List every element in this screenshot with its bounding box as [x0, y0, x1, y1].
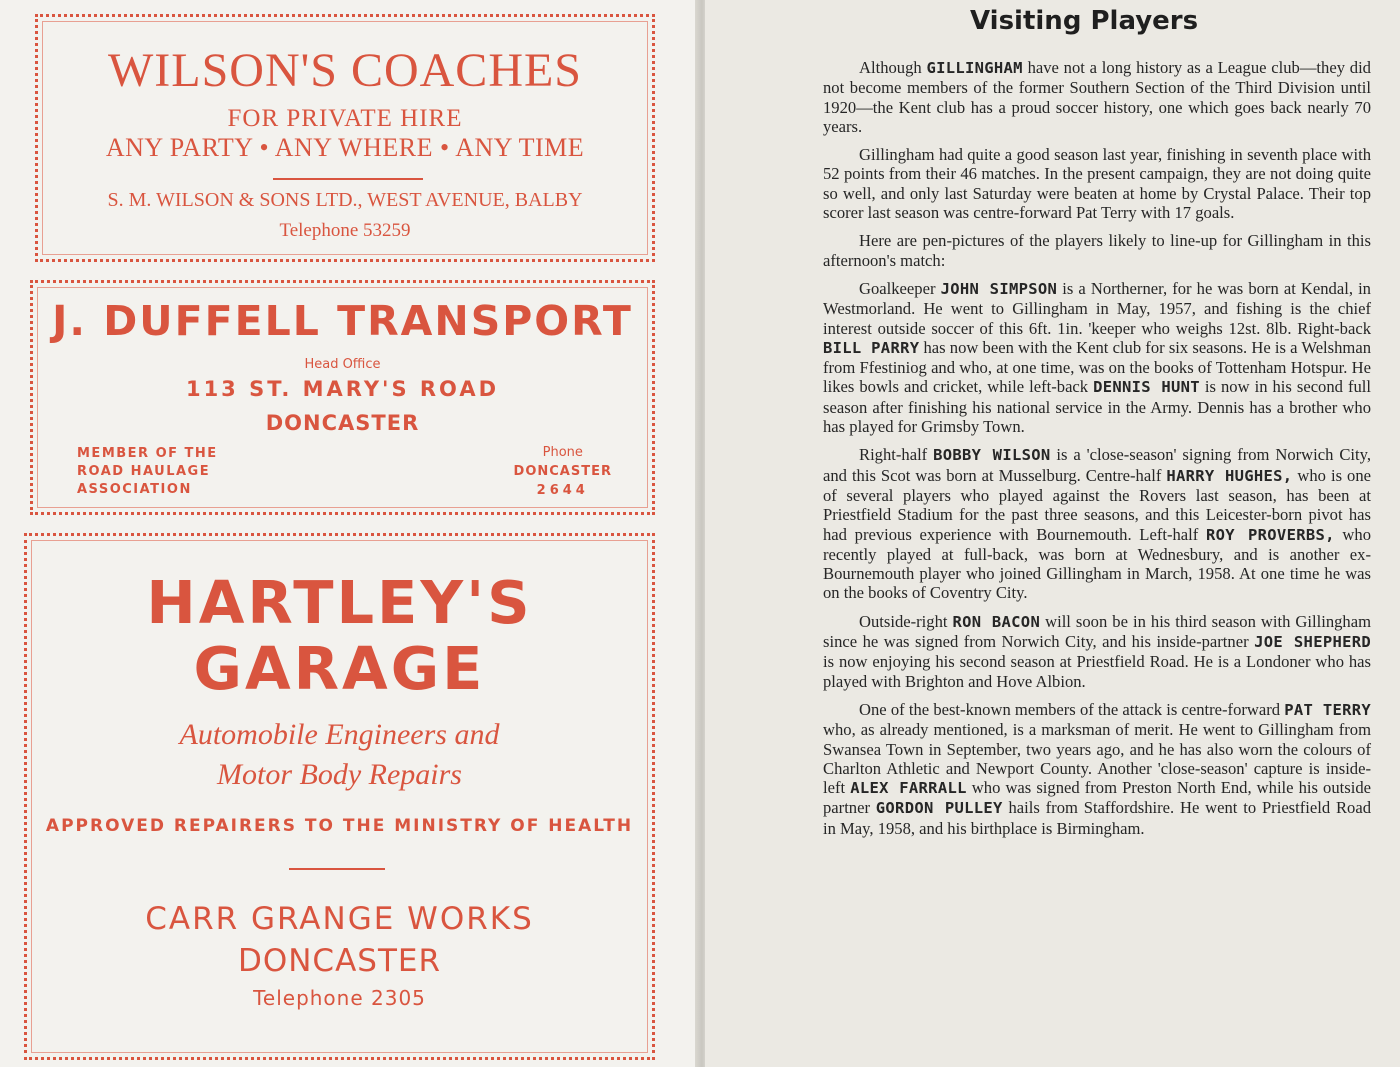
membership-line: ROAD HAULAGE — [77, 464, 211, 479]
article-title: Visiting Players — [970, 6, 1199, 36]
ad-works: CARR GRANGE WORKS — [145, 901, 534, 937]
ad-town: DONCASTER — [265, 411, 420, 435]
ad-title: GARAGE — [193, 634, 486, 703]
phone-label: Phone — [542, 445, 583, 460]
ad-title: HARTLEY'S — [146, 568, 533, 637]
membership-line: MEMBER OF THE — [77, 446, 218, 461]
paragraph: Goalkeeper JOHN SIMPSON is a Northerner, for he was born at Kendal, in Westmorland. He went to Gillingham in May, 1957, and fishing is the chief interest outside soccer of this 6ft. 1in. 'keeper who weighs 12st. 8lb. Right-back BILL PARRY has now been with the Kent club for six seasons. He is a Welshman from Ffestiniog and who, at one time, was on the books of Tottenham Hotspur. He likes bowls and cricket, while left-back DENNIS HUNT is now in his second full season after finishing his national service in the Army. Dennis has a brother who has played for Grimsby Town. — [823, 278, 1372, 437]
paragraph: Right-half BOBBY WILSON is a 'close-season' signing from Norwich City, and this Scot was born at Musselburg. Centre-half HARRY HUGHES, who is one of several players who played against the Rovers last season, has been at Priestfield Stadium for the past three seasons, and this Leicester-born pivot has had previous experience with Bournemouth. Left-half ROY PROVERBS, who recently played at full-back, was born at Wednesbury, and is another ex-Bournemouth player who joined Gillingham in March, 1958. At one time he was on the books of Coventry City. — [823, 445, 1372, 603]
ad-subtitle: Automobile Engineers and — [179, 718, 500, 751]
ad-subtitle: Motor Body Repairs — [217, 758, 462, 791]
ad-telephone: Telephone 53259 — [279, 220, 411, 241]
membership-line: ASSOCIATION — [77, 482, 192, 497]
paragraph: One of the best-known members of the attack is centre-forward PAT TERRY who, as already mentioned, is a marksman of merit. He went to Gillingham from Swansea Town in September, two years ago, and he has also worn the colours of Charlton Athletic and Newport County. Another 'close-season' capture is inside-left ALEX FARRALL who was signed from Preston North End, while his outside partner GORDON PULLEY hails from Staffordshire. He went to Priestfield Road in May, 1958, and his birthplace is Birmingham. — [823, 699, 1372, 838]
paragraph: Gillingham had quite a good season last year, finishing in seventh place with 52 points from their 46 matches. In the present campaign, they are not doing quite so well, and only last Saturday were beaten at home by Crystal Palace. Their top scorer last season was centre-forward Pat Terry with 17 goals. — [823, 145, 1371, 223]
paragraph: Although GILLINGHAM have not a long history as a League club—they did not become members of the former Southern Section of the Third Division until 1920—the Kent club has a proud soccer history, one which goes back nearly 70 years. — [823, 58, 1371, 136]
phone-town: DONCASTER — [513, 464, 612, 479]
ad-phone — [514, 443, 612, 500]
divider — [273, 178, 423, 180]
ad-street: 113 ST. MARY'S ROAD — [185, 377, 500, 401]
ad-title: WILSON'S COACHES — [107, 44, 582, 97]
ad-title: J. DUFFELL TRANSPORT — [52, 297, 633, 345]
paragraph: Outside-right RON BACON will soon be in his third season with Gillingham since he was signed from Norwich City, and his inside-partner JOE SHEPHERD is now enjoying his second season at Priestfield Road. He is a Londoner who has played with Brighton and Hove Albion. — [823, 611, 1372, 691]
divider — [289, 868, 385, 870]
duffell-transport-ad — [30, 280, 655, 515]
right-page — [705, 0, 1400, 1067]
ad-address: S. M. WILSON & SONS LTD., WEST AVENUE, BALBY — [107, 189, 583, 211]
ad-line: FOR PRIVATE HIRE — [227, 105, 463, 132]
wilsons-coaches-ad — [35, 14, 655, 262]
phone-number: 2644 — [536, 483, 589, 498]
ad-town: DONCASTER — [237, 943, 442, 979]
ad-line: ANY PARTY • ANY WHERE • ANY TIME — [105, 133, 585, 162]
paragraph: Here are pen-pictures of the players likely to line-up for Gillingham in this afternoon's match: — [823, 231, 1371, 270]
ad-approved: APPROVED REPAIRERS TO THE MINISTRY OF HEALTH — [45, 816, 634, 836]
article-body — [823, 58, 1371, 847]
ad-telephone: Telephone 2305 — [253, 986, 426, 1010]
ad-head-office: Head Office — [304, 357, 381, 372]
hartleys-garage-ad — [24, 533, 655, 1060]
ad-membership — [77, 445, 218, 499]
